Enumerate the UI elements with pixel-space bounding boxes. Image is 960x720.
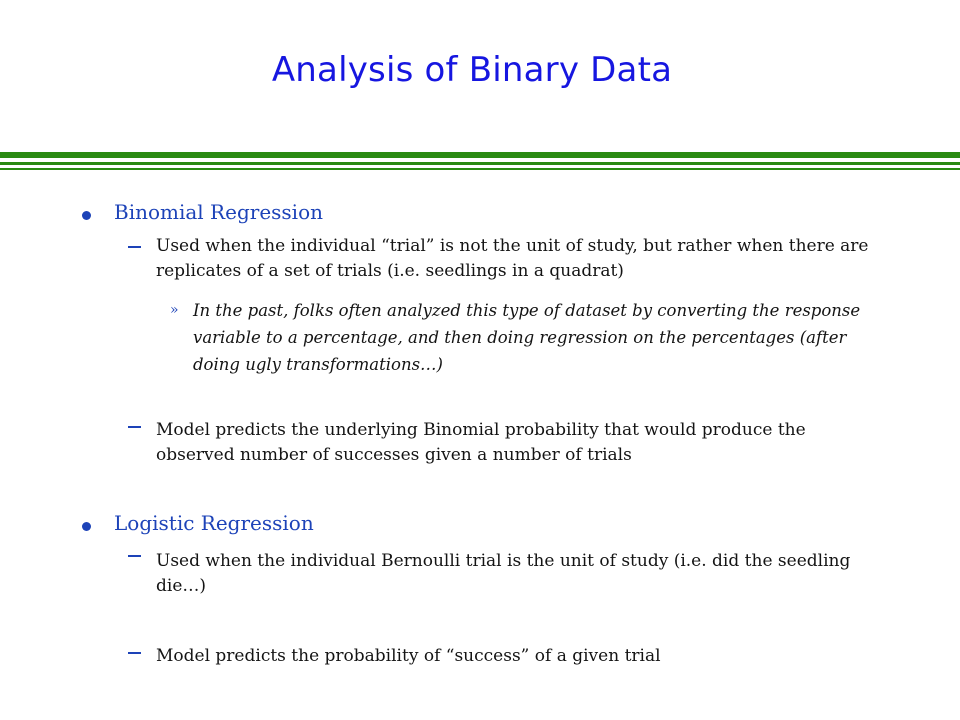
bullet-text: Model predicts the probability of “success” of a given trial [156,646,661,666]
dash-icon [128,246,141,248]
slide-title: Analysis of Binary Data [271,50,673,90]
bullet-icon [82,211,91,220]
sub-bullet-text: In the past, folks often analyzed this type of dataset by converting the response variable to a percentage, and then doing regression on the percentages (after doing ugly transformations…) [193,301,861,374]
dash-icon [128,555,141,557]
bullet-text: Used when the individual “trial” is not the unit of study, but rather when there are replicates of a set of trials (i.e. seedlings in a quadrat) [156,236,869,281]
dash-icon [128,426,141,428]
section-heading-logistic: Logistic Regression [114,511,314,535]
dash-icon [128,652,141,654]
sub-bullet-marker: » [170,302,179,318]
bullet-text: Model predicts the underlying Binomial probability that would produce the observed number of successes given a number of trials [156,420,806,465]
section-heading-binomial: Binomial Regression [114,200,323,224]
bullet-icon [82,522,91,531]
bullet-text: Used when the individual Bernoulli trial is the unit of study (i.e. did the seedling die…) [156,551,851,596]
